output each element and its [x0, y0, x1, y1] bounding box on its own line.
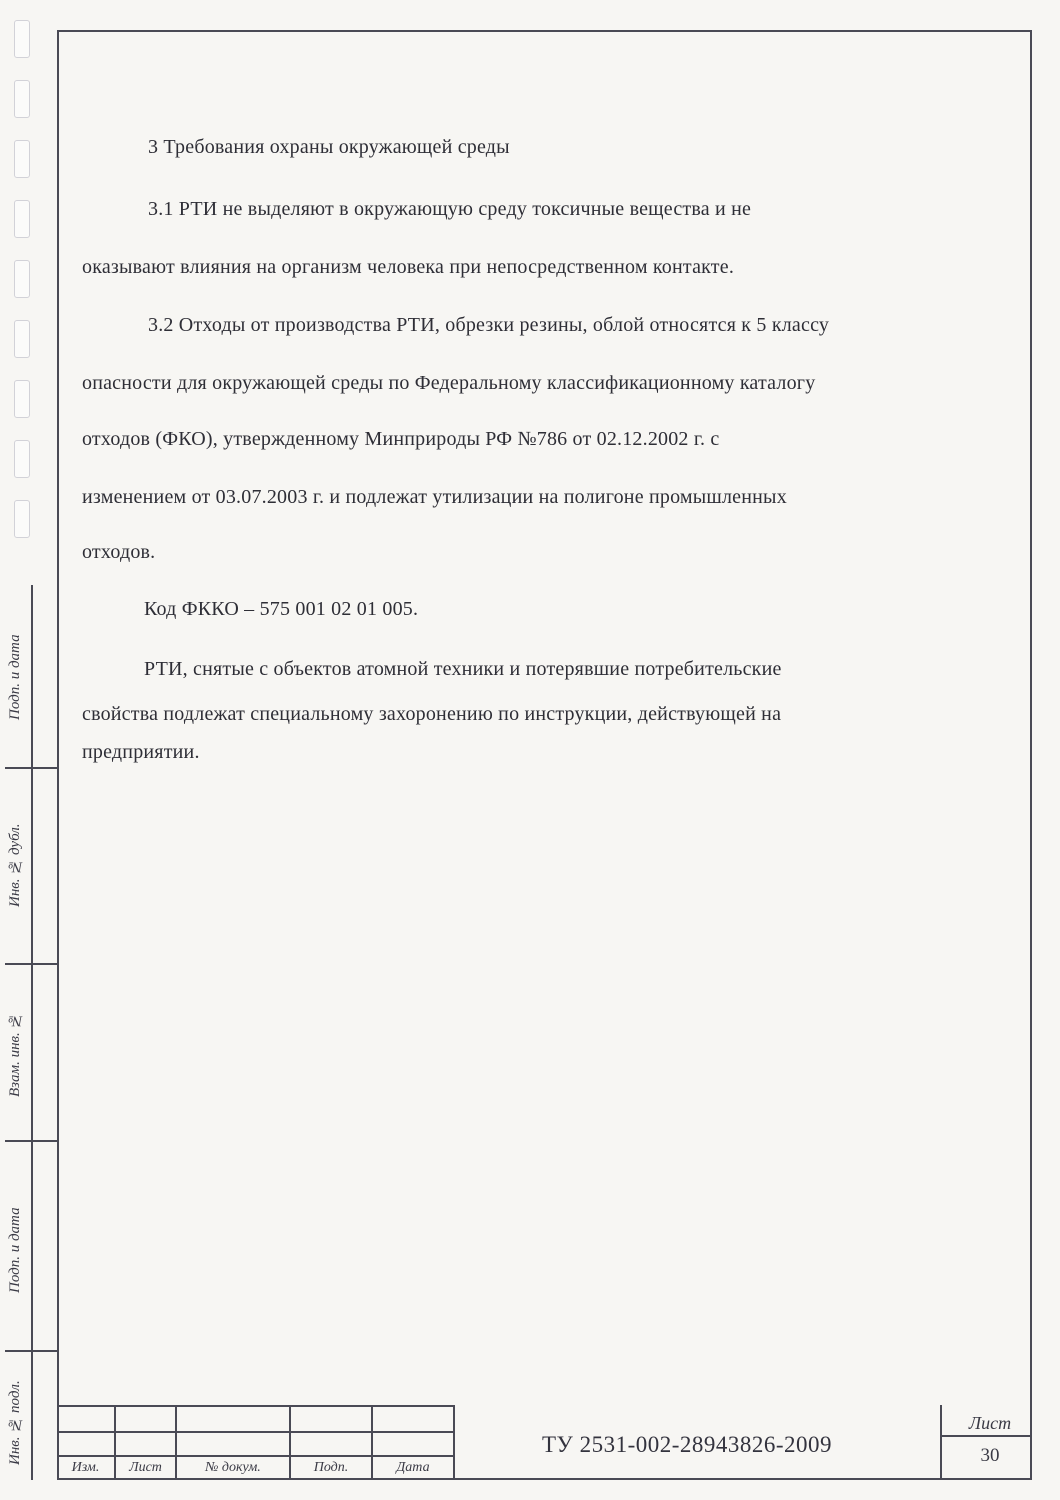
title-block-line: [940, 1435, 1030, 1437]
document-code: ТУ 2531-002-28943826-2009: [542, 1432, 833, 1457]
binding-hole: [14, 440, 30, 478]
side-stamp-label: Подп. и дата: [7, 1207, 23, 1293]
title-block: [57, 1405, 1032, 1480]
binding-hole: [14, 500, 30, 538]
paragraph-line: изменением от 03.07.2003 г. и подлежат утилизации на полигоне промышленных: [82, 486, 787, 508]
paragraph-line: отходов.: [82, 541, 156, 563]
binding-hole: [14, 260, 30, 298]
paragraph-line: опасности для окружающей среды по Федеральному классификационному каталогу: [82, 372, 816, 394]
title-block-line: [453, 1405, 455, 1480]
paragraph-line: свойства подлежат специальному захоронению по инструкции, действующей на: [82, 703, 782, 725]
binding-hole: [14, 200, 30, 238]
side-stamp-label: Подп. и дата: [7, 634, 23, 721]
waste-code-line: Код ФККО – 575 001 02 01 005.: [144, 598, 419, 620]
col-label-signature: Подп.: [313, 1460, 349, 1475]
side-stamp-divider: [31, 585, 33, 1480]
paragraph-line: предприятии.: [82, 741, 200, 763]
binding-hole: [14, 80, 30, 118]
sheet-label: Лист: [968, 1413, 1012, 1433]
binding-holes: [10, 20, 34, 560]
side-stamp-label: Инв. № подл.: [7, 1380, 23, 1465]
paragraph-line: оказывают влияния на организм человека при непосредственном контакте.: [82, 256, 735, 278]
side-stamp-line: [5, 1350, 57, 1352]
side-stamp: [5, 585, 57, 1480]
side-stamp-line: [5, 767, 57, 769]
binding-hole: [14, 380, 30, 418]
paragraph-line: 3.2 Отходы от производства РТИ, обрезки резины, облой относятся к 5 классу: [148, 314, 830, 336]
col-label-sheet: Лист: [129, 1460, 162, 1475]
title-block-line: [57, 1431, 455, 1433]
binding-hole: [14, 20, 30, 58]
title-block-line: [940, 1405, 942, 1480]
binding-hole: [14, 320, 30, 358]
col-label-date: Дата: [396, 1460, 430, 1475]
paragraph-line: 3.1 РТИ не выделяют в окружающую среду токсичные вещества и не: [148, 198, 752, 220]
col-label-doc-number: № докум.: [205, 1460, 261, 1475]
col-label-change: Изм.: [71, 1460, 100, 1475]
section-heading: 3 Требования охраны окружающей среды: [148, 136, 510, 158]
sheet-number: 30: [980, 1445, 1000, 1466]
paragraph-line: РТИ, снятые с объектов атомной техники и потерявшие потребительские: [144, 658, 782, 680]
title-block-line: [57, 1405, 455, 1407]
title-block-line: [57, 1455, 455, 1457]
side-stamp-label: Инв. № дубл.: [7, 823, 23, 907]
side-stamp-label: Взам. инв. №: [7, 1012, 23, 1098]
side-stamp-line: [5, 963, 57, 965]
side-stamp-line: [5, 1140, 57, 1142]
paragraph-line: отходов (ФКО), утвержденному Минприроды РФ №786 от 02.12.2002 г. с: [82, 428, 720, 450]
binding-hole: [14, 140, 30, 178]
